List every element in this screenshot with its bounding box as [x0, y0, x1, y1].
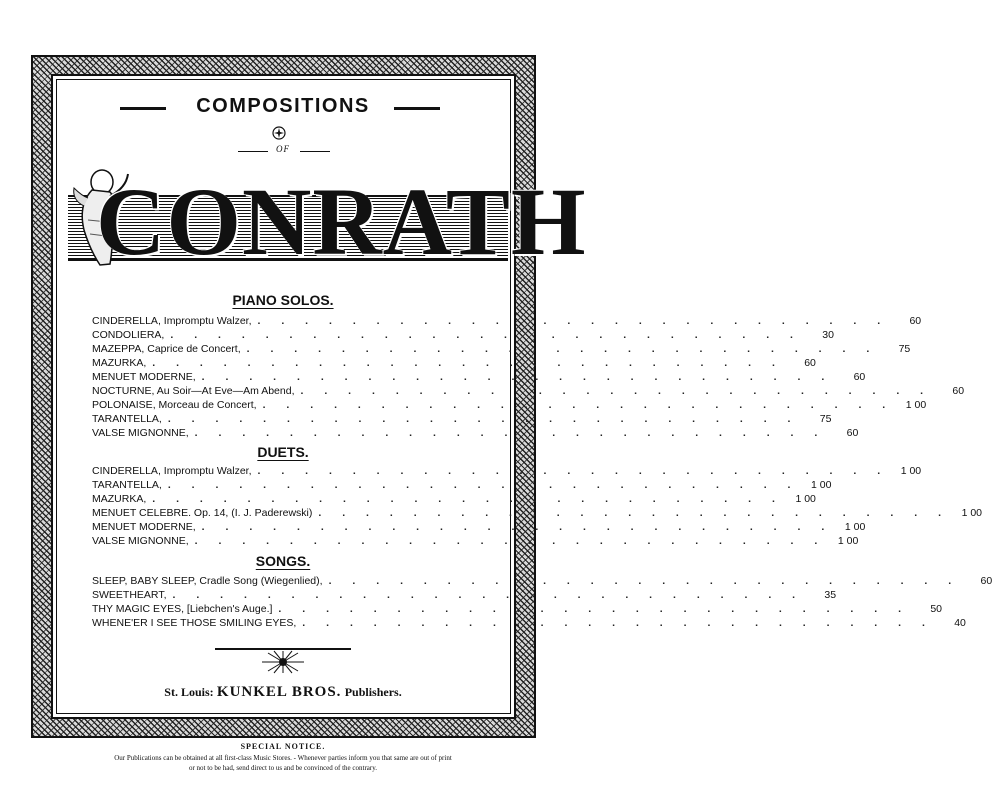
- list-item: [92, 413, 832, 426]
- item-price: 1 00: [961, 507, 982, 519]
- publisher-role: Publishers.: [344, 685, 402, 699]
- item-title: MAZEPPA, Caprice de Concert,: [92, 343, 241, 355]
- publisher-line: [0, 684, 566, 701]
- notice-line-1: Our Publications can be obtained at all first-class Music Stores. - Whenever parties inform you that same are out of print: [114, 754, 452, 762]
- page-title: COMPOSITIONS: [196, 95, 370, 117]
- list-item: [92, 343, 911, 356]
- dot-leader: . . . . . . . . . . . . . . . . . . . . . . . . . . .: [167, 479, 800, 491]
- dot-leader: . . . . . . . . . . . . . . . . . . . . . . . . . . .: [262, 399, 895, 411]
- title-rule-right: [394, 107, 440, 110]
- notice-line-2: or not to be had, send direct to us and be convinced of the contrary.: [188, 764, 378, 772]
- item-title: MAZURKA,: [92, 493, 147, 505]
- item-title: THY MAGIC EYES, [Liebchen's Auge.]: [92, 603, 273, 615]
- dot-leader: . . . . . . . . . . . . . . . . . . . . . . . . . . .: [302, 617, 934, 629]
- list-item: [92, 385, 965, 398]
- dot-leader: . . . . . . . . . . . . . . . . . . . . . . . . . . .: [278, 603, 911, 615]
- item-title: MENUET MODERNE,: [92, 371, 196, 383]
- item-price: 1 00: [795, 493, 816, 505]
- list-item: [92, 329, 834, 342]
- dot-leader: . . . . . . . . . . . . . . . . . . . . . . . . . . .: [167, 413, 800, 425]
- dot-leader: . . . . . . . . . . . . . . . . . . . . . . . . . . .: [246, 343, 879, 355]
- item-price: 1 00: [811, 479, 832, 491]
- item-price: 30: [822, 329, 834, 341]
- dot-leader: . . . . . . . . . . . . . . . . . . . . . . . . . . .: [328, 575, 961, 587]
- item-price: 60: [853, 371, 866, 383]
- section-heading-songs: SONGS.: [255, 553, 311, 569]
- list-item: [92, 465, 922, 478]
- item-title: CONDOLIERA,: [92, 329, 165, 341]
- list-item: [92, 589, 837, 602]
- sunburst-ornament: [260, 650, 306, 674]
- of-label: OF: [276, 144, 290, 154]
- list-item: [92, 357, 816, 370]
- item-title: MAZURKA,: [92, 357, 147, 369]
- dot-leader: . . . . . . . . . . . . . . . . . . . . . . . . . . .: [172, 589, 805, 601]
- publisher-name: KUNKEL BROS.: [216, 684, 342, 700]
- section-heading-duets: DUETS.: [257, 444, 309, 460]
- item-price: 50: [930, 603, 943, 615]
- publisher-city: St. Louis:: [164, 685, 214, 699]
- dot-leader: . . . . . . . . . . . . . . . . . . . . . . . . . . .: [201, 371, 834, 383]
- dot-leader: . . . . . . . . . . . . . . . . . . . . . . . . . . .: [318, 507, 950, 519]
- item-price: 1 00: [905, 399, 927, 411]
- item-price: 60: [804, 357, 816, 369]
- list-item: [92, 507, 982, 520]
- dot-leader: . . . . . . . . . . . . . . . . . . . . . . . . . . .: [300, 385, 933, 397]
- item-title: TARANTELLA,: [92, 479, 162, 491]
- item-title: SLEEP, BABY SLEEP, Cradle Song (Wiegenlied),: [92, 575, 323, 587]
- item-title: CINDERELLA, Impromptu Walzer,: [92, 315, 252, 327]
- dot-leader: . . . . . . . . . . . . . . . . . . . . . . . . . . .: [257, 465, 890, 477]
- item-price: 60: [952, 385, 965, 397]
- dot-leader: . . . . . . . . . . . . . . . . . . . . . . . . . . .: [194, 535, 827, 547]
- item-title: VALSE MIGNONNE,: [92, 535, 189, 547]
- item-price: 1 00: [900, 465, 922, 477]
- of-rule-right: [300, 151, 330, 152]
- item-title: SWEETHEART,: [92, 589, 167, 601]
- dot-leader: . . . . . . . . . . . . . . . . . . . . . . . . . . .: [152, 493, 784, 505]
- item-title: VALSE MIGNONNE,: [92, 427, 189, 439]
- item-price: 60: [909, 315, 922, 327]
- rosette-icon: [272, 126, 286, 143]
- dot-leader: . . . . . . . . . . . . . . . . . . . . . . . . . . .: [201, 521, 834, 533]
- list-item: [92, 521, 866, 534]
- item-title: POLONAISE, Morceau de Concert,: [92, 399, 257, 411]
- item-price: 35: [824, 589, 837, 601]
- item-price: 60: [846, 427, 859, 439]
- item-title: MENUET MODERNE,: [92, 521, 196, 533]
- item-title: CINDERELLA, Impromptu Walzer,: [92, 465, 252, 477]
- composer-name: CONRATH: [96, 168, 587, 275]
- list-item: [92, 479, 832, 492]
- item-price: 75: [898, 343, 911, 355]
- item-price: 60: [980, 575, 992, 587]
- list-item: [92, 315, 922, 328]
- item-price: 40: [954, 617, 966, 629]
- item-title: MENUET CELEBRE. Op. 14, (I. J. Paderewski): [92, 507, 313, 519]
- item-price: 75: [819, 413, 832, 425]
- list-item: [92, 575, 992, 588]
- list-item: [92, 493, 816, 506]
- item-price: 1 00: [844, 521, 866, 533]
- dot-leader: . . . . . . . . . . . . . . . . . . . . . . . . . . .: [152, 357, 784, 369]
- list-item: [92, 427, 859, 440]
- list-item: [92, 371, 866, 384]
- item-price: 1 00: [837, 535, 859, 547]
- dot-leader: . . . . . . . . . . . . . . . . . . . . . . . . . . .: [170, 329, 802, 341]
- item-title: TARANTELLA,: [92, 413, 162, 425]
- item-title: WHENE'ER I SEE THOSE SMILING EYES,: [92, 617, 297, 629]
- list-item: [92, 617, 966, 630]
- list-item: [92, 535, 859, 548]
- list-item: [92, 603, 943, 616]
- notice-title: SPECIAL NOTICE.: [240, 742, 326, 751]
- item-title: NOCTURNE, Au Soir—At Eve—Am Abend,: [92, 385, 295, 397]
- dot-leader: . . . . . . . . . . . . . . . . . . . . . . . . . . .: [194, 427, 827, 439]
- section-heading-piano-solos: PIANO SOLOS.: [232, 292, 334, 308]
- dot-leader: . . . . . . . . . . . . . . . . . . . . . . . . . . .: [257, 315, 890, 327]
- list-item: [92, 399, 927, 412]
